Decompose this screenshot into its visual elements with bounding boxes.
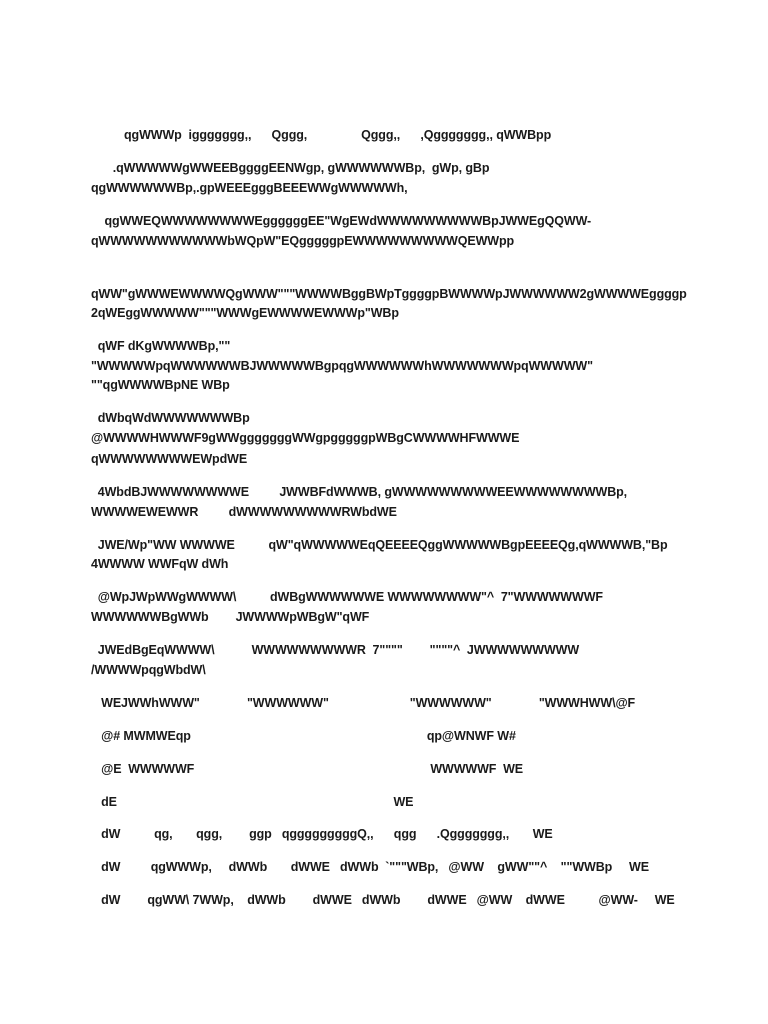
text-line-24: @E WWWWWF WWWWWF WE bbox=[91, 762, 524, 776]
text-line-14: 4WbdBJWWWWWWWWE JWWBFdWWWB, gWWWWWWWWWEEWWWWWWWWBp, bbox=[91, 485, 628, 499]
text-line-23: @# MWMWEqp qp@WNWF W# bbox=[91, 729, 516, 743]
text-line-3: qgWWWWWWBp,.gpWEEEgggBEEEWWgWWWWWh, bbox=[91, 181, 408, 195]
text-line-18: @WpJWpWWgWWWW\ dWBgWWWWWWE WWWWWWWW"^ 7"WWWWWWWF bbox=[91, 590, 603, 604]
text-line-27: dW qgWWWp, dWWb dWWE dWWb `"""WBp, @WW gWW""^ ""WWBp WE bbox=[91, 860, 649, 874]
text-line-20: JWEdBgEqWWWW\ WWWWWWWWWR 7"""" """"^ JWWWWWWWWW bbox=[91, 643, 580, 657]
text-line-1: qgWWWp iggggggg,, Qggg, Qggg,, ,Qggggggg,, qWWBpp bbox=[124, 128, 552, 142]
text-line-16: JWE/Wp"WW WWWWE qW"qWWWWWEqQEEEEQggWWWWWBgpEEEEQg,qWWWWB,"Bp bbox=[91, 538, 668, 552]
text-line-8: qWF dKgWWWWBp,"" bbox=[91, 339, 231, 353]
text-line-19: WWWWWWBgWWb JWWWWpWBgW"qWF bbox=[91, 610, 370, 624]
text-line-26: dW qg, qgg, ggp qgggggggggQ,, qgg .Qggggggg,, WE bbox=[91, 827, 553, 841]
text-line-4: qgWWEQWWWWWWWWEggggggEE"WgEWdWWWWWWWWWBpJWWEgQQWW- bbox=[91, 214, 592, 228]
text-line-13: qWWWWWWWWEWpdWE bbox=[91, 452, 248, 466]
text-line-17: 4WWWW WWFqW dWh bbox=[91, 557, 229, 571]
text-line-21: /WWWWpqgWbdW\ bbox=[91, 663, 206, 677]
text-line-25: dE WE bbox=[91, 795, 414, 809]
text-line-9: "WWWWWpqWWWWWWBJWWWWWBgpqgWWWWWWhWWWWWWWpqWWWWW" bbox=[91, 359, 593, 373]
text-line-15: WWWWEWEWWR dWWWWWWWWWRWbdWE bbox=[91, 505, 397, 519]
text-line-5: qWWWWWWWWWWWbWQpW"EQgggggpEWWWWWWWWWQEWWpp bbox=[91, 234, 515, 248]
text-line-22: WEJWWhWWW" "WWWWWW" "WWWWWW" "WWWHWW\@F bbox=[91, 696, 636, 710]
text-line-2: .qWWWWWgWWEEBggggEENWgp, gWWWWWWBp, gWp, gBp bbox=[106, 161, 490, 175]
text-line-6: qWW"gWWWEWWWWQgWWW"""WWWWBggBWpTggggpBWWWWpJWWWWWW2gWWWWEggggp bbox=[91, 287, 687, 301]
text-line-28: dW qgWW\ 7WWp, dWWb dWWE dWWb dWWE @WW dWWE @WW- WE bbox=[91, 893, 675, 907]
text-line-12: @WWWWHWWWF9gWWgggggggWWgpgggggpWBgCWWWWHFWWWE bbox=[91, 431, 520, 445]
text-line-10: ""qgWWWWBpNE WBp bbox=[91, 378, 230, 392]
text-line-7: 2qWEggWWWWW"""WWWgEWWWWEWWWp"WBp bbox=[91, 306, 399, 320]
text-line-11: dWbqWdWWWWWWWBp bbox=[91, 411, 250, 425]
